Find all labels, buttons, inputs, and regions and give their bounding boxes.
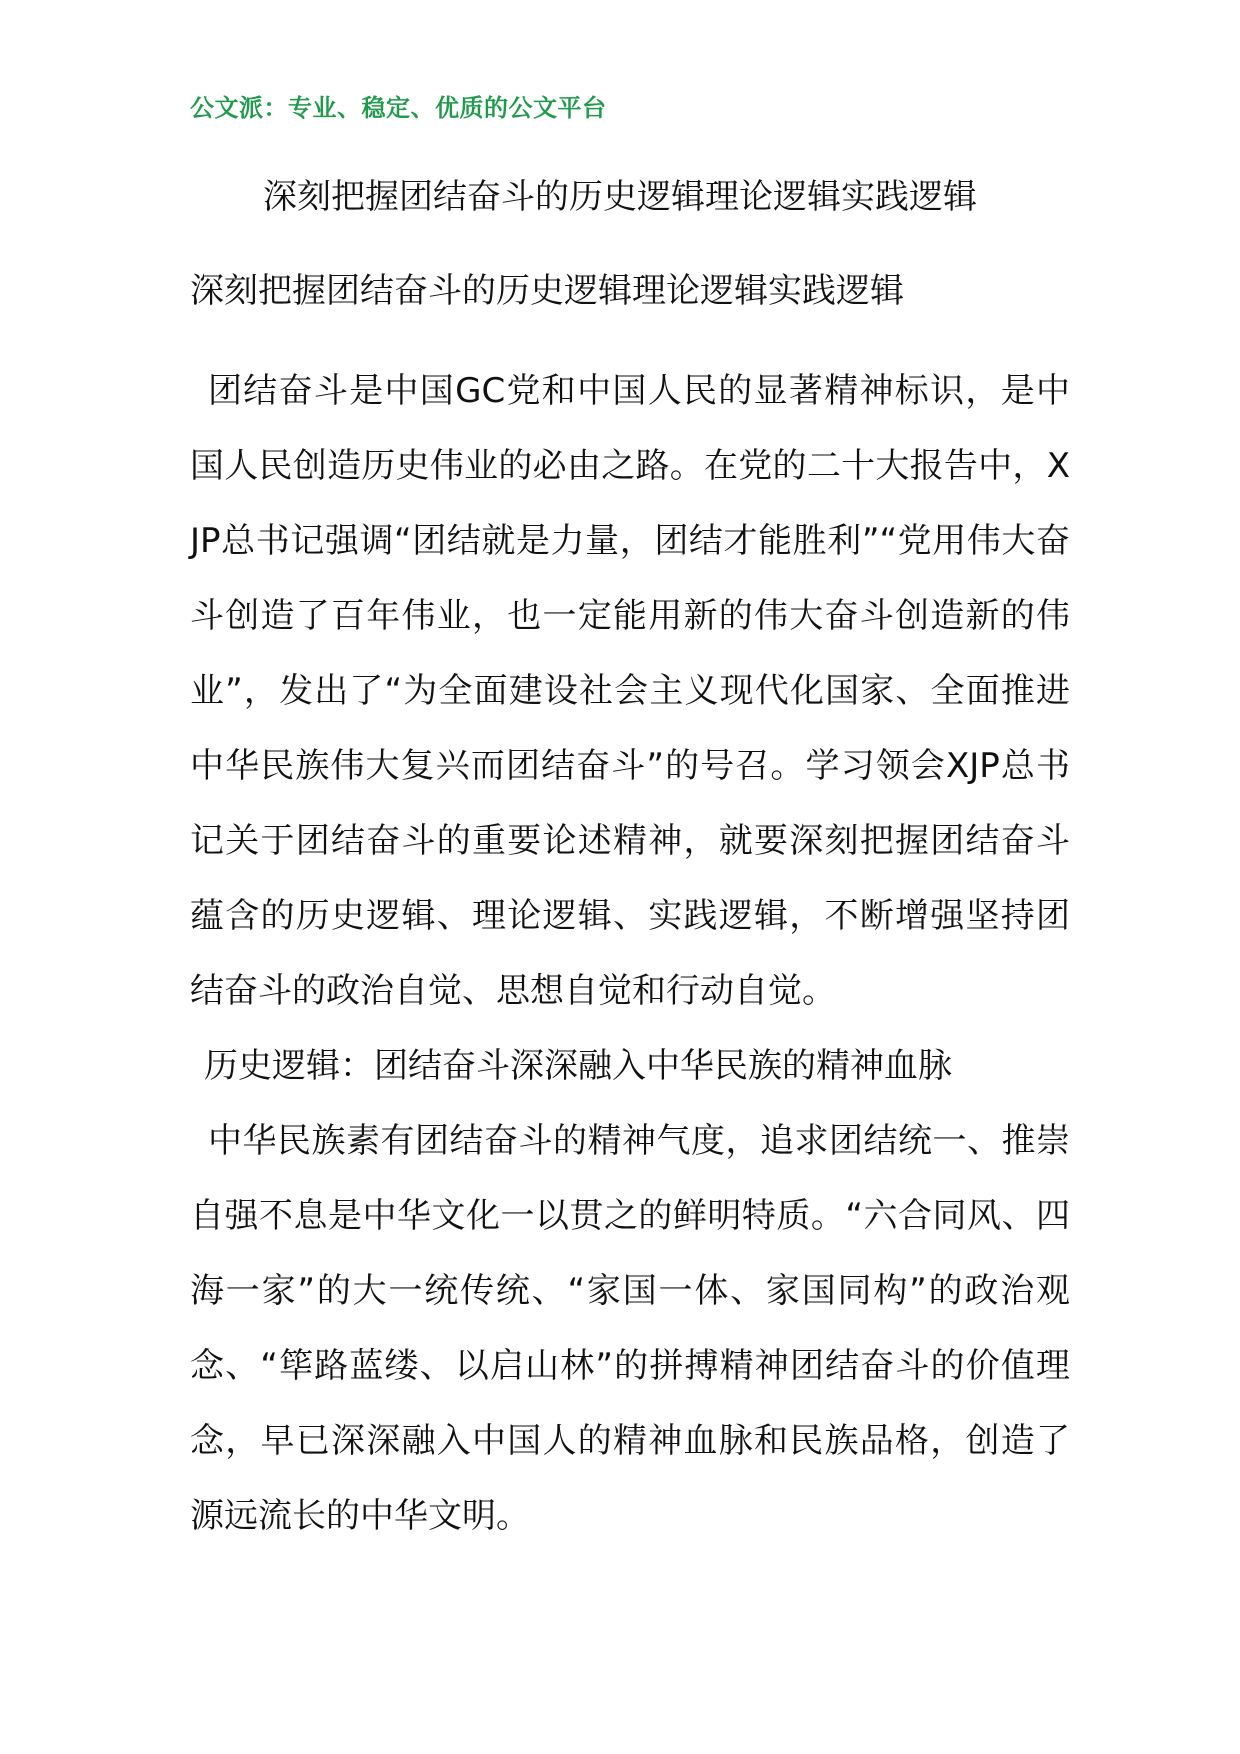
- document-title: 深刻把握团结奋斗的历史逻辑理论逻辑实践逻辑: [263, 177, 977, 217]
- document-body: [190, 354, 1070, 1554]
- paragraph-history: 中华民族素有团结奋斗的精神气度，追求团结统一、推崇自强不息是中华文化一以贯之的鲜明特质。“六合同风、四海一家”的大一统传统、“家国一体、家国同构”的政治观念、“筚路蓝缕、以启山林”的拼搏精神团结奋斗的价值理念，早已深深融入中国人的精神血脉和民族品格，创造了源远流长的中华文明。: [190, 1121, 1070, 1536]
- section-heading-history: 历史逻辑：团结奋斗深深融入中华民族的精神血脉: [204, 1046, 952, 1086]
- site-watermark: 公文派：专业、稳定、优质的公文平台: [190, 94, 607, 122]
- paragraph-intro: 团结奋斗是中国GC党和中国人民的显著精神标识，是中国人民创造历史伟业的必由之路。在党的二十大报告中，XJP总书记强调“团结就是力量，团结才能胜利”“党用伟大奋斗创造了百年伟业，也一定能用新的伟大奋斗创造新的伟业”，发出了“为全面建设社会主义现代化国家、全面推进中华民族伟大复兴而团结奋斗”的号召。学习领会XJP总书记关于团结奋斗的重要论述精神，就要深刻把握团结奋斗蕴含的历史逻辑、理论逻辑、实践逻辑，不断增强坚持团结奋斗的政治自觉、思想自觉和行动自觉。: [190, 371, 1070, 1011]
- document-subtitle: 深刻把握团结奋斗的历史逻辑理论逻辑实践逻辑: [190, 271, 904, 311]
